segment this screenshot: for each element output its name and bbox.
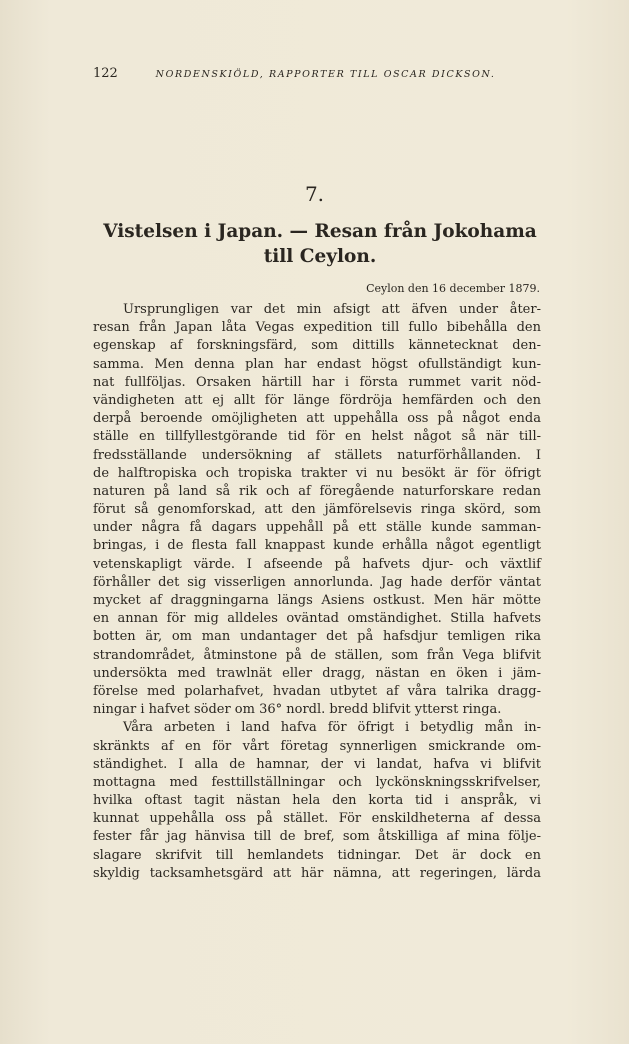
text-line: mottagna med festtillställningar och lyckönskningsskrifvelser, (93, 774, 541, 790)
chapter-title (80, 219, 560, 269)
text-line: resan från Japan låta Vegas expedition till fullo bibehålla den (93, 320, 541, 336)
text-line: derpå beroende omöjligheten att uppehålla oss på något enda (93, 411, 541, 427)
text-line: Ursprungligen var det min afsigt att äfven under åter- (123, 302, 541, 317)
text-line: bringas, i de flesta fall knappast kunde erhålla något egentligt (93, 538, 541, 554)
text-line: kunnat uppehålla oss på stället. För enskildheterna af dessa (93, 811, 541, 827)
text-line: vetenskapligt värde. I afseende på hafvets djur- och växtlif (93, 556, 541, 572)
paragraph-2 (93, 719, 541, 883)
text-line: de halftropiska och tropiska trakter vi nu besökt är för öfrigt (93, 465, 541, 481)
running-header (93, 66, 533, 81)
text-line: förhåller det sig visserligen annorlunda. Jag hade derför väntat (93, 574, 541, 590)
text-line: hvilka oftast tagit nästan hela den korta tid i anspråk, vi (93, 793, 541, 809)
text-line: skyldig tacksamhetsgärd att här nämna, att regeringen, lärda (93, 865, 541, 881)
text-line: naturen på land så rik och af föregående naturforskare redan (93, 483, 541, 499)
text-line: ställe en tillfyllestgörande tid för en helst något så när till- (93, 429, 541, 445)
text-line: Våra arbeten i land hafva för öfrigt i betydlig mån in- (123, 720, 541, 736)
text-line: slagare skrifvit till hemlandets tidningar. Det är dock en (93, 847, 541, 863)
paragraph-1 (93, 301, 541, 719)
text-line: samma. Men denna plan har endast högst ofullständigt kun- (93, 356, 541, 372)
text-line: botten är, om man undantager det på hafsdjur temligen rika (93, 629, 541, 645)
text-line: ständighet. I alla de hamnar, der vi landat, hafva vi blifvit (93, 756, 541, 772)
running-title: NORDENSKIÖLD, RAPPORTER TILL OSCAR DICKSON. (155, 69, 496, 80)
text-line: nat fullföljas. Orsaken härtill har i första rummet varit nöd- (93, 374, 541, 390)
text-line: fester får jag hänvisa till de bref, som åtskilliga af mina följe- (93, 829, 541, 845)
text-line: fredsställande undersökning af ställets naturförhållanden. I (93, 447, 541, 463)
chapter-title-line2: till Ceylon. (263, 246, 377, 267)
text-line: vändigheten att ej allt för länge fördröja hemfärden och den (93, 392, 541, 408)
text-line: mycket af draggningarna längs Asiens ostkust. Men här mötte (93, 593, 541, 608)
text-line: egenskap af forskningsfärd, som dittills kännetecknat den- (93, 338, 541, 354)
text-line: en annan för mig alldeles oväntad omständighet. Stilla hafvets (93, 611, 541, 627)
text-line: förelse med polarhafvet, hvadan utbytet af våra talrika dragg- (93, 683, 541, 699)
text-line: förut så genomforskad, att den jämförelsevis ringa skörd, som (93, 502, 541, 518)
body-text (93, 301, 541, 883)
page-number: 122 (93, 66, 118, 81)
text-line: skränkts af en för vårt företag synnerligen smickrande om- (93, 738, 541, 754)
dateline: Ceylon den 16 december 1879. (366, 282, 540, 295)
text-line: ningar i hafvet söder om 36° nordl. bredd blifvit ytterst ringa. (93, 702, 502, 718)
text-line: strandområdet, åtminstone på de ställen, som från Vega blifvit (93, 647, 541, 663)
chapter-title-line1: Vistelsen i Japan. — Resan från Jokohama (103, 221, 537, 242)
text-line: under några få dagars uppehåll på ett ställe kunde samman- (93, 520, 541, 536)
text-line: undersökta med trawlnät eller dragg, nästan en öken i jäm- (93, 665, 541, 681)
chapter-number: 7. (304, 182, 325, 206)
